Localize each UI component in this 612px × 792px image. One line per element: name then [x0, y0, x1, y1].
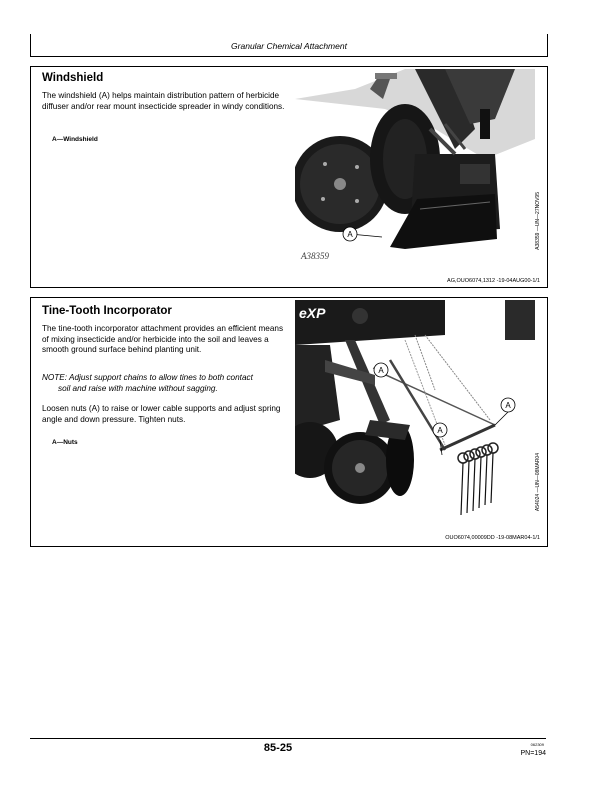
- reference-code: AG,OUO6074,1312 -19-04AUG00-1/1: [447, 278, 540, 284]
- note-line-2: soil and raise with machine without sagging.: [58, 383, 218, 393]
- tine-tooth-photo: [295, 300, 535, 528]
- figure-legend: A—Nuts: [52, 439, 78, 446]
- svg-text:A: A: [505, 401, 511, 410]
- svg-text:A: A: [378, 366, 384, 375]
- reference-code: OUO6074,00009DD -19-08MAR04-1/1: [445, 535, 540, 541]
- section-title: Tine-Tooth Incorporator: [42, 305, 172, 317]
- page-number: 85-25: [263, 742, 293, 754]
- note: [42, 373, 292, 394]
- note-line-1: NOTE: Adjust support chains to allow tines to both contact: [42, 373, 253, 382]
- section-windshield: [30, 66, 548, 288]
- section-body: The tine-tooth incorporator attachment provides an efficient means of mixing insecticide and/or herbicide into the soil and leaves a smooth ground surface behind planting unit.: [42, 324, 284, 355]
- figure-id: A54024 —UN—08MAR04: [535, 453, 541, 512]
- section-body: The windshield (A) helps maintain distribution pattern of herbicide diffuser and/or rear mount insecticide spreader in windy conditions.: [42, 91, 285, 111]
- page-header: [30, 34, 548, 57]
- svg-text:A: A: [437, 426, 443, 435]
- callout-a: A: [347, 230, 353, 239]
- photo-label: A38359: [301, 251, 329, 261]
- section-body-2: Loosen nuts (A) to raise or lower cable supports and adjust spring angle and down pressure. Tighten nuts.: [42, 404, 281, 424]
- figure-id: A38359 —UN—27NOV95: [535, 192, 541, 250]
- section-title: Windshield: [42, 72, 104, 84]
- figure-legend: A—Windshield: [52, 136, 98, 143]
- logo-text: eXP: [299, 305, 326, 321]
- header-title: Granular Chemical Attachment: [231, 41, 347, 51]
- pn-label: PN=194: [520, 750, 546, 757]
- footer-rule: [30, 738, 546, 739]
- section-tine-tooth-incorporator: [30, 297, 548, 547]
- windshield-photo: [295, 69, 535, 269]
- footer-code: 062309: [530, 742, 544, 747]
